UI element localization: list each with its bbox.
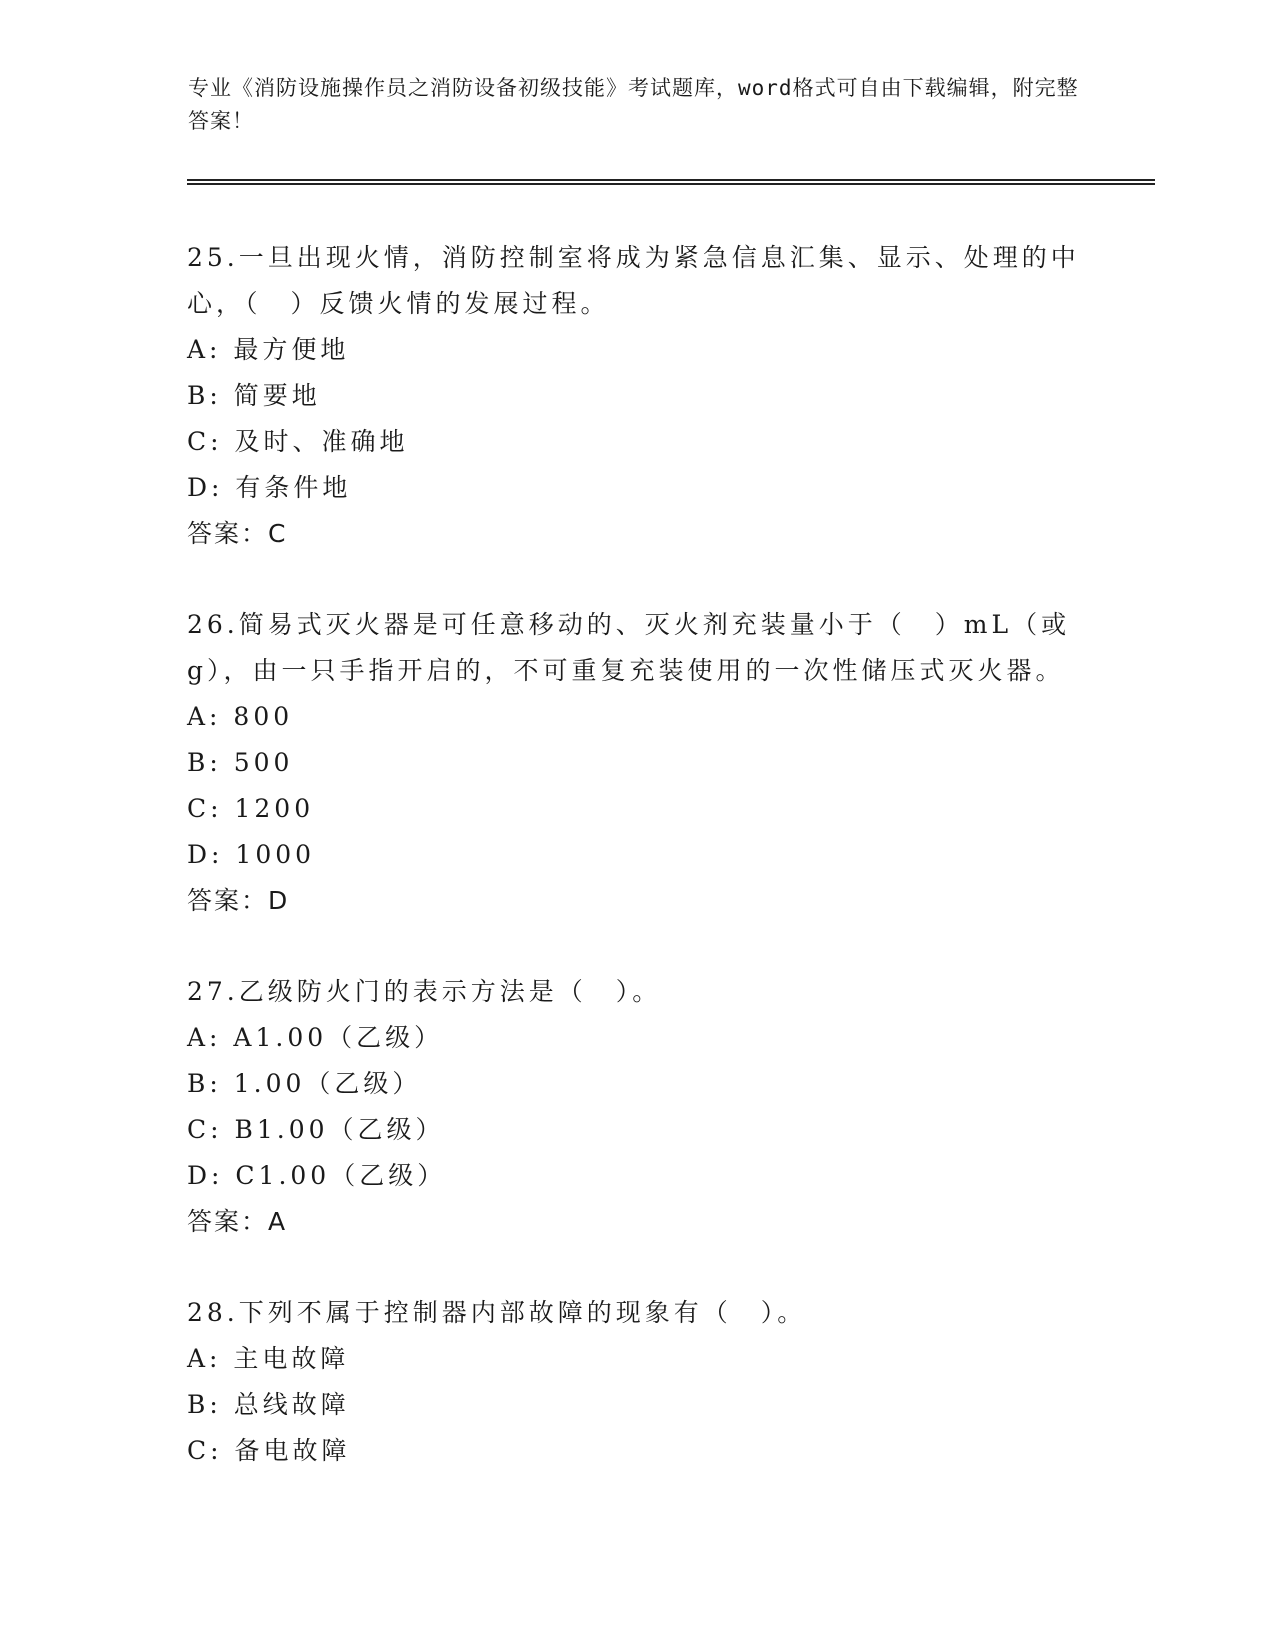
question-25 — [187, 235, 1087, 557]
option-a: A: A1.00（乙级） — [187, 1023, 444, 1052]
option-a: A: 最方便地 — [187, 335, 350, 364]
option-c: C: 及时、准确地 — [187, 427, 409, 456]
header-divider — [187, 179, 1155, 185]
question-27 — [187, 969, 1087, 1245]
option-c: C: 备电故障 — [187, 1436, 351, 1465]
answer: 答案：A — [187, 1207, 288, 1236]
option-b: B: 简要地 — [187, 381, 321, 410]
option-c: C: B1.00（乙级） — [187, 1115, 445, 1144]
question-26 — [187, 602, 1087, 924]
answer: 答案：C — [187, 519, 288, 548]
question-stem: 25.一旦出现火情，消防控制室将成为紧急信息汇集、显示、处理的中心，（ ）反馈火情的发展过程。 — [187, 243, 1080, 318]
question-stem: 28.下列不属于控制器内部故障的现象有（ ）。 — [187, 1298, 807, 1327]
option-a: A: 800 — [187, 702, 294, 731]
option-b: B: 1.00（乙级） — [187, 1069, 422, 1098]
option-a: A: 主电故障 — [187, 1344, 350, 1373]
option-b: B: 总线故障 — [187, 1390, 350, 1419]
question-stem: 27.乙级防火门的表示方法是（ ）。 — [187, 977, 662, 1006]
question-28 — [187, 1290, 1087, 1474]
answer: 答案：D — [187, 886, 290, 915]
option-c: C: 1200 — [187, 794, 315, 823]
document-header: 专业《消防设施操作员之消防设备初级技能》考试题库，word格式可自由下载编辑，附完整答案！ — [188, 76, 1079, 133]
option-b: B: 500 — [187, 748, 294, 777]
option-d: D: 有条件地 — [187, 473, 352, 502]
question-list — [187, 235, 1087, 1519]
option-d: D: C1.00（乙级） — [187, 1161, 447, 1190]
option-d: D: 1000 — [187, 840, 316, 869]
question-stem: 26.简易式灭火器是可任意移动的、灭火剂充装量小于（ ）mL（或g），由一只手指开启的，不可重复充装使用的一次性储压式灭火器。 — [187, 610, 1071, 685]
